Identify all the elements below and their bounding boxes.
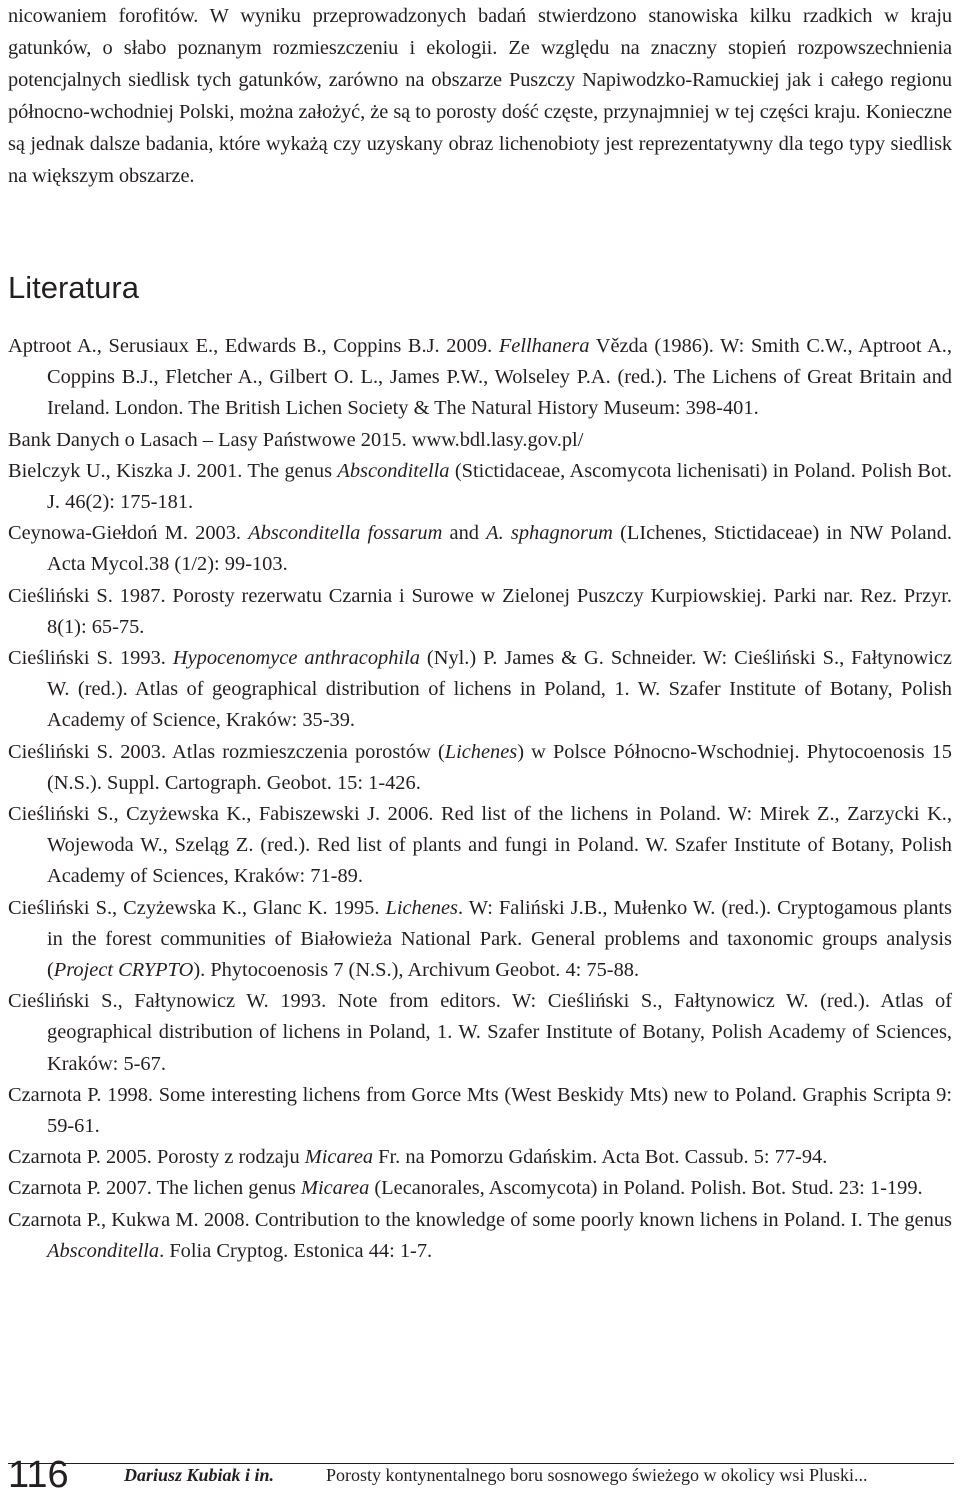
reference-item: Aptroot A., Serusiaux E., Edwards B., Coppins B.J. 2009. Fellhanera Vězda (1986). W: Smith C.W., Aptroot A., Coppins B.J., Fletcher A., Gilbert O. L., James P.W., Wolseley P.A. (red.). The Lichens of Great Britain and Ireland. London. The British Lichen Society & The Natural History Museum: 398-401. bbox=[8, 335, 952, 420]
reference-item: Cieśliński S., Czyżewska K., Fabiszewski J. 2006. Red list of the lichens in Poland. W: Mirek Z., Zarzycki K., Wojewoda W., Szeląg Z. (red.). Red list of plants and fungi in Poland. W. Szafer Institute of Botany, Polish Academy of Sciences, Kraków: 71-89. bbox=[8, 803, 952, 888]
reference-item: Czarnota P. 2007. The lichen genus Micarea (Lecanorales, Ascomycota) in Poland. Polish. Bot. Stud. 23: 1-199. bbox=[8, 1177, 923, 1200]
footer-title: Porosty kontynentalnego boru sosnowego świeżego w okolicy wsi Pluski... bbox=[326, 1465, 868, 1485]
footer-author: Dariusz Kubiak i in. bbox=[124, 1465, 275, 1485]
reference-item: Cieśliński S., Czyżewska K., Glanc K. 1995. Lichenes. W: Faliński J.B., Mułenko W. (red.). Cryptogamous plants in the forest communities of Białowieża National Park. General problems and taxonomic groups analysis (Project CRYPTO). Phytocoenosis 7 (N.S.), Archivum Geobot. 4: 75-88. bbox=[8, 896, 952, 982]
reference-item: Cieśliński S. 1993. Hypocenomyce anthracophila (Nyl.) P. James & G. Schneider. W: Cieśliński S., Fałtynowicz W. (red.). Atlas of geographical distribution of lichens in Poland, 1. W. Szafer Institute of Botany, Polish Academy of Science, Kraków: 35-39. bbox=[8, 647, 952, 732]
intro-paragraph: nicowaniem forofitów. W wyniku przeprowadzonych badań stwierdzono stanowiska kilku rzadkich w kraju gatunków, o słabo poznanym rozmieszczeniu i ekologii. Ze względu na znaczny stopień rozpowszechnienia potencjalnych siedlisk tych gatunków, zarówno na obszarze Puszczy Napiwodzko-Ramuckiej jak i całego regionu północno-wchodniej Polski, można założyć, że są to porosty dość częste, przynajmniej w tej części kraju. Konieczne są jednak dalsze badania, które wykażą czy uzyskany obraz lichenobioty jest reprezentatywny dla tego typy siedlisk na większym obszarze. bbox=[8, 5, 952, 187]
reference-item: Czarnota P. 2005. Porosty z rodzaju Micarea Fr. na Pomorzu Gdańskim. Acta Bot. Cassub. 5: 77-94. bbox=[8, 1146, 828, 1169]
section-heading: Literatura bbox=[8, 270, 139, 305]
page-number: 116 bbox=[8, 1454, 69, 1496]
reference-item: Cieśliński S. 1987. Porosty rezerwatu Czarnia i Surowe w Zielonej Puszczy Kurpiowskiej. Parki nar. Rez. Przyr. 8(1): 65-75. bbox=[8, 584, 952, 638]
reference-item: Cieśliński S. 2003. Atlas rozmieszczenia porostów (Lichenes) w Polsce Północno-Wschodniej. Phytocoenosis 15 (N.S.). Suppl. Cartograph. Geobot. 15: 1-426. bbox=[8, 740, 952, 794]
reference-item: Czarnota P., Kukwa M. 2008. Contribution to the knowledge of some poorly known lichens in Poland. I. The genus Absconditella. Folia Cryptog. Estonica 44: 1-7. bbox=[8, 1208, 952, 1262]
running-footer bbox=[124, 1464, 954, 1486]
reference-list bbox=[8, 331, 952, 1267]
reference-item: Bank Danych o Lasach – Lasy Państwowe 2015. www.bdl.lasy.gov.pl/ bbox=[8, 428, 584, 451]
reference-item: Cieśliński S., Fałtynowicz W. 1993. Note from editors. W: Cieśliński S., Fałtynowicz W. (red.). Atlas of geographical distribution of lichens in Poland, 1. W. Szafer Institute of Botany, Polish Academy of Sciences, Kraków: 5-67. bbox=[8, 990, 952, 1075]
reference-item: Czarnota P. 1998. Some interesting lichens from Gorce Mts (West Beskidy Mts) new to Poland. Graphis Scripta 9: 59-61. bbox=[8, 1083, 952, 1138]
reference-item: Ceynowa-Giełdoń M. 2003. Absconditella fossarum and A. sphagnorum (LIchenes, Stictidaceae) in NW Poland. Acta Mycol.38 (1/2): 99-103. bbox=[8, 522, 952, 576]
intro-text bbox=[8, 0, 952, 192]
reference-item: Bielczyk U., Kiszka J. 2001. The genus Absconditella (Stictidaceae, Ascomycota lichenisati) in Poland. Polish Bot. J. 46(2): 175-181. bbox=[8, 459, 952, 514]
